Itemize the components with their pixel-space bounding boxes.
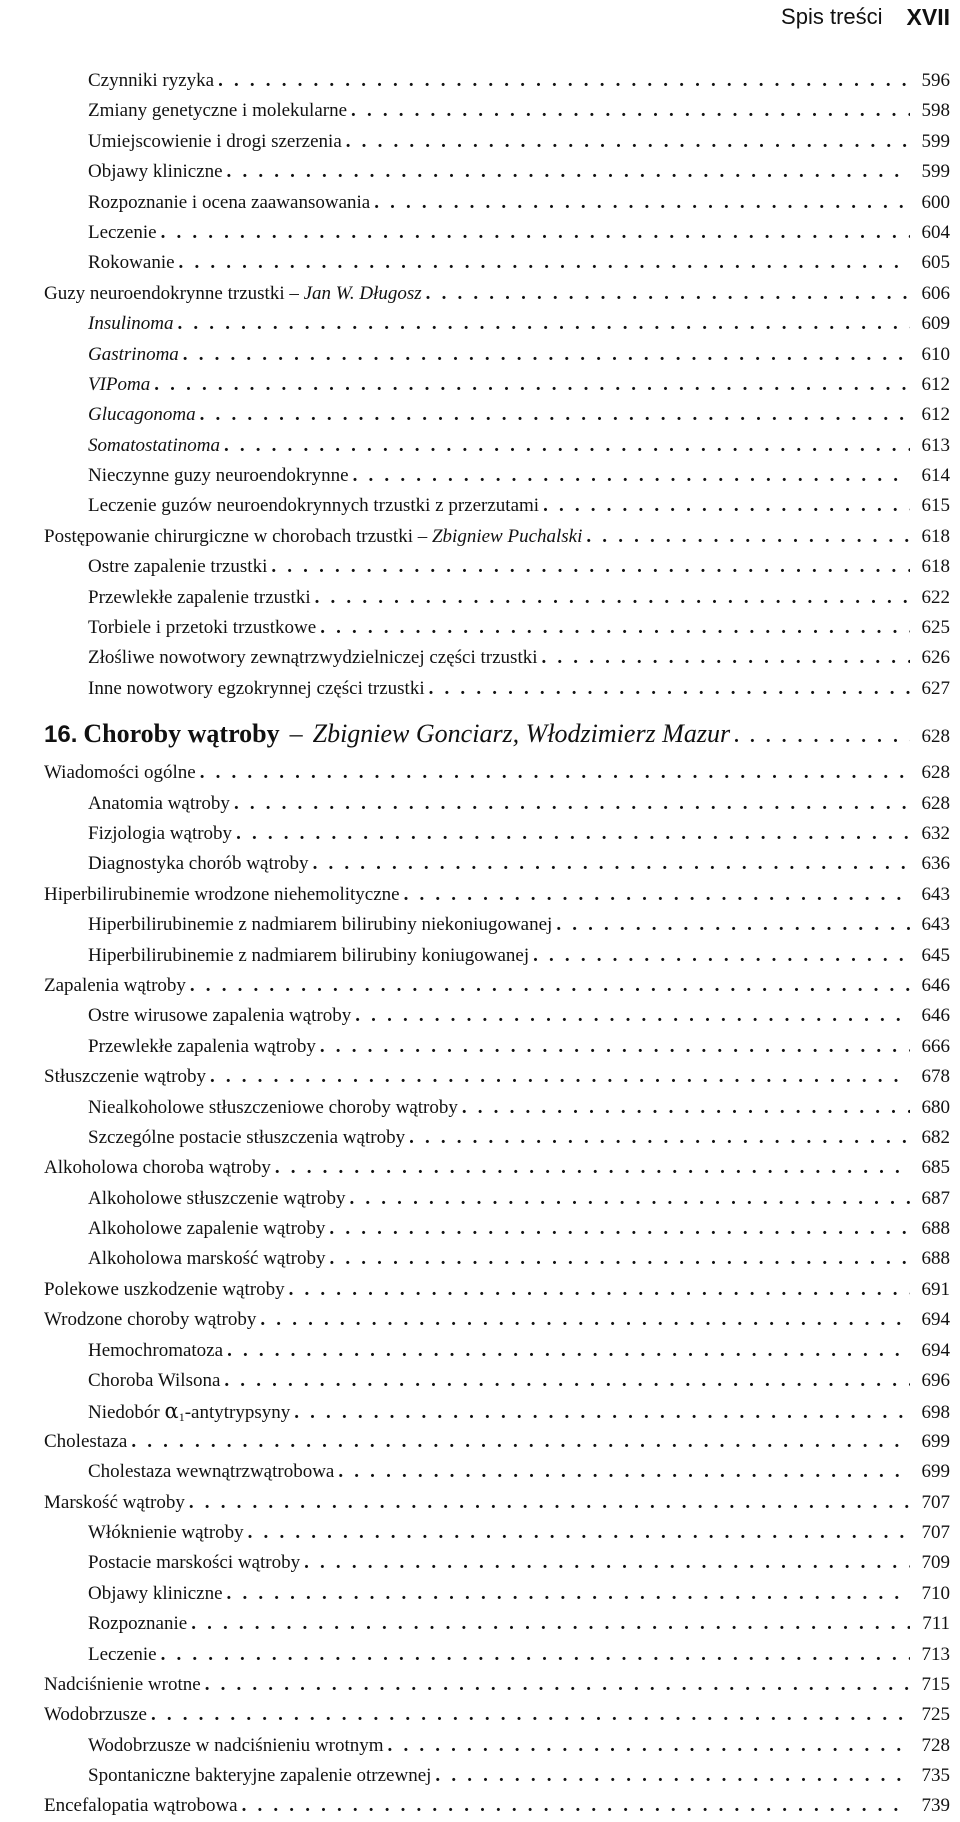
entry-title: Anatomia wątroby	[88, 792, 230, 814]
entry-title: Nadciśnienie wrotne	[44, 1673, 201, 1695]
chapter-authors: Zbigniew Gonciarz, Włodzimierz Mazur	[312, 719, 731, 749]
entry-title: Leczenie	[88, 221, 157, 243]
entry-title: Marskość wątroby	[44, 1491, 185, 1513]
entry-title	[44, 279, 422, 309]
dot-leader	[191, 1609, 910, 1639]
toc-entry[interactable]	[44, 643, 950, 673]
entry-page-number: 610	[921, 343, 950, 365]
toc-entry[interactable]	[44, 1761, 950, 1791]
entry-title: Niealkoholowe stłuszczeniowe choroby wątroby	[88, 1096, 458, 1118]
entry-title: Złośliwe nowotwory zewnątrzwydzielniczej części trzustki	[88, 647, 538, 669]
toc-entry[interactable]	[44, 971, 950, 1001]
entry-title: Stłuszczenie wątroby	[44, 1066, 206, 1088]
entry-title: Inne nowotwory egzokrynnej części trzustki	[88, 677, 425, 699]
toc-entry[interactable]	[44, 1579, 950, 1609]
entry-title: Spontaniczne bakteryjne zapalenie otrzewnej	[88, 1765, 432, 1787]
entry-title: Hemochromatoza	[88, 1339, 224, 1361]
dot-leader	[409, 1123, 910, 1153]
toc-entry[interactable]	[44, 1336, 950, 1366]
entry-author: Jan W. Długosz	[303, 282, 422, 304]
chapter-separator: –	[289, 719, 303, 749]
dot-leader	[533, 941, 910, 971]
toc-entry[interactable]	[44, 157, 950, 187]
toc-entry[interactable]	[44, 1670, 950, 1700]
entry-title: Diagnostyka chorób wątroby	[88, 853, 309, 875]
chapter-title: Choroby wątroby	[83, 719, 280, 749]
dot-leader	[543, 491, 910, 521]
toc-entry[interactable]	[44, 1731, 950, 1761]
entry-title: Umiejscowienie i drogi szerzenia	[88, 130, 342, 152]
dot-leader	[346, 127, 910, 157]
entry-title: Insulinoma	[88, 313, 174, 335]
dot-leader	[151, 1700, 910, 1730]
entry-page-number: 688	[921, 1248, 950, 1270]
entry-page-number: 612	[921, 404, 950, 426]
entry-title: Leczenie guzów neuroendokrynnych trzustki z przerzutami	[88, 495, 540, 517]
entry-page-number: 715	[921, 1673, 950, 1695]
toc-entry[interactable]	[44, 1427, 950, 1457]
entry-page-number: 691	[921, 1278, 950, 1300]
entry-title: Fizjologia wątroby	[88, 822, 233, 844]
dot-leader	[210, 1062, 910, 1092]
entry-page-number: 628	[921, 762, 950, 784]
entry-page-number: 600	[921, 191, 950, 213]
entry-page-number: 694	[921, 1309, 950, 1331]
entry-page-number: 618	[921, 525, 950, 547]
entry-page-number: 605	[921, 252, 950, 274]
toc-entry[interactable]	[44, 1488, 950, 1518]
dot-leader	[161, 218, 910, 248]
entry-page-number: 680	[921, 1096, 950, 1118]
dot-leader	[271, 552, 910, 582]
entry-page-number: 694	[921, 1339, 950, 1361]
entry-title: Przewlekłe zapalenie trzustki	[88, 586, 311, 608]
toc-entry[interactable]	[44, 583, 950, 613]
dot-leader	[205, 1670, 910, 1700]
entry-title: Alkoholowa choroba wątroby	[44, 1157, 271, 1179]
entry-page-number: 678	[921, 1066, 950, 1088]
entry-page-number: 711	[922, 1613, 950, 1635]
entry-title: Włóknienie wątroby	[88, 1521, 244, 1543]
entry-title: Torbiele i przetoki trzustkowe	[88, 617, 317, 639]
dot-leader	[154, 370, 910, 400]
toc-entry[interactable]	[44, 1093, 950, 1123]
dot-leader	[355, 1001, 910, 1031]
toc-entry[interactable]	[44, 1305, 950, 1335]
dot-leader	[227, 157, 910, 187]
dot-leader	[734, 717, 910, 757]
entry-title-text: Postępowanie chirurgiczne w chorobach trzustki –	[44, 525, 432, 547]
entry-page-number: 598	[921, 100, 950, 122]
dot-leader	[586, 522, 910, 552]
entry-page-number: 599	[921, 130, 950, 152]
entry-title: Wrodzone choroby wątroby	[44, 1309, 257, 1331]
entry-page-number: 646	[921, 974, 950, 996]
entry-page-number: 632	[921, 822, 950, 844]
entry-title: Alkoholowe zapalenie wątroby	[88, 1218, 326, 1240]
toc-entry[interactable]	[44, 758, 950, 788]
entry-page-number: 614	[921, 465, 950, 487]
toc-entry[interactable]	[44, 1214, 950, 1244]
dot-leader	[304, 1548, 910, 1578]
dot-leader	[338, 1457, 910, 1487]
entry-title: Choroba Wilsona	[88, 1370, 221, 1392]
toc-entry[interactable]	[44, 66, 950, 96]
entry-title: Polekowe uszkodzenie wątroby	[44, 1278, 285, 1300]
toc-entry[interactable]	[44, 370, 950, 400]
entry-page-number: 645	[921, 944, 950, 966]
entry-title: Rozpoznanie i ocena zaawansowania	[88, 191, 371, 213]
toc-entry[interactable]	[44, 1518, 950, 1548]
entry-title: Alkoholowa marskość wątroby	[88, 1248, 326, 1270]
entry-page-number: 615	[921, 495, 950, 517]
entry-title: Rozpoznanie	[88, 1613, 188, 1635]
entry-page-number: 622	[921, 586, 950, 608]
toc-entry[interactable]	[44, 1062, 950, 1092]
dot-leader	[462, 1093, 910, 1123]
entry-page-number: 707	[921, 1491, 950, 1513]
running-header	[781, 0, 950, 34]
table-of-contents	[44, 66, 950, 1822]
entry-page-number: 685	[921, 1157, 950, 1179]
entry-page-number: 707	[921, 1521, 950, 1543]
toc-section-pancreas	[44, 66, 950, 704]
entry-title: Czynniki ryzyka	[88, 70, 215, 91]
entry-title: Glucagonoma	[88, 404, 196, 426]
entry-page-number: 606	[921, 282, 950, 304]
entry-page-number: 612	[921, 373, 950, 395]
entry-page-number: 626	[921, 647, 950, 669]
toc-entry[interactable]	[44, 1548, 950, 1578]
dot-leader	[242, 1791, 910, 1821]
toc-entry[interactable]	[44, 340, 950, 370]
toc-entry[interactable]	[44, 1396, 950, 1426]
toc-section-liver	[44, 758, 950, 1822]
entry-page-number: 666	[921, 1035, 950, 1057]
entry-author: Zbigniew Puchalski	[431, 525, 583, 547]
entry-title: Gastrinoma	[88, 343, 179, 365]
dot-leader	[435, 1761, 910, 1791]
entry-title: Postacie marskości wątroby	[88, 1552, 301, 1574]
entry-title: Wodobrzusze	[44, 1704, 147, 1726]
entry-page-number: 625	[921, 617, 950, 639]
dot-leader	[236, 819, 910, 849]
entry-title: Somatostatinoma	[88, 434, 220, 456]
toc-entry[interactable]	[44, 1123, 950, 1153]
dot-leader	[275, 1153, 910, 1183]
entry-title-text: Guzy neuroendokrynne trzustki –	[44, 282, 304, 304]
entry-title: Alkoholowe stłuszczenie wątroby	[88, 1187, 346, 1209]
dot-leader	[248, 1518, 910, 1548]
entry-page-number: 596	[921, 70, 950, 91]
entry-page-number: 609	[921, 313, 950, 335]
entry-title: Zmiany genetyczne i molekularne	[88, 100, 348, 122]
dot-leader	[313, 849, 910, 879]
toc-entry[interactable]	[44, 880, 950, 910]
entry-page-number: 613	[921, 434, 950, 456]
entry-title: Rokowanie	[88, 252, 175, 274]
entry-page-number: 699	[921, 1461, 950, 1483]
toc-entry[interactable]	[44, 248, 950, 278]
toc-entry[interactable]	[44, 1153, 950, 1183]
chapter-heading[interactable]	[44, 714, 950, 754]
dot-leader	[227, 1579, 910, 1609]
dot-leader	[351, 96, 910, 126]
toc-entry[interactable]	[44, 789, 950, 819]
toc-entry[interactable]	[44, 491, 950, 521]
dot-leader	[178, 309, 911, 339]
dot-leader	[542, 643, 911, 673]
toc-entry[interactable]	[44, 1275, 950, 1305]
toc-entry[interactable]	[44, 188, 950, 218]
dot-leader	[556, 910, 910, 940]
entry-page-number: 713	[921, 1643, 950, 1665]
dot-leader	[404, 880, 910, 910]
entry-page-number: 627	[921, 677, 950, 699]
toc-entry[interactable]	[44, 279, 950, 309]
toc-entry[interactable]	[44, 1700, 950, 1730]
dot-leader	[200, 400, 910, 430]
entry-page-number: 646	[921, 1005, 950, 1027]
entry-page-number: 739	[921, 1795, 950, 1817]
toc-entry[interactable]	[44, 1366, 950, 1396]
entry-page-number: 688	[921, 1218, 950, 1240]
chapter-page-number: 628	[921, 726, 950, 748]
entry-title: Zapalenia wątroby	[44, 974, 186, 996]
entry-title: Hiperbilirubinemie wrodzone niehemolityczne	[44, 883, 400, 905]
entry-title: Wodobrzusze w nadciśnieniu wrotnym	[88, 1734, 384, 1756]
dot-leader	[429, 674, 910, 704]
toc-entry[interactable]	[44, 1032, 950, 1062]
header-page-number: XVII	[906, 3, 950, 30]
dot-leader	[218, 66, 910, 96]
entry-title: Przewlekłe zapalenia wątroby	[88, 1035, 316, 1057]
dot-leader	[189, 1488, 910, 1518]
dot-leader	[200, 758, 910, 788]
dot-leader	[294, 1398, 910, 1428]
alpha-symbol: α	[164, 1399, 179, 1424]
entry-title	[44, 522, 582, 552]
dot-leader	[349, 1184, 910, 1214]
entry-page-number: 698	[921, 1402, 950, 1424]
entry-page-number: 687	[921, 1187, 950, 1209]
dot-leader	[227, 1336, 910, 1366]
entry-title: Objawy kliniczne	[88, 161, 223, 183]
toc-entry[interactable]	[44, 522, 950, 552]
entry-title: Cholestaza wewnątrzwątrobowa	[88, 1461, 335, 1483]
header-section-title: Spis treści	[781, 4, 883, 29]
toc-entry[interactable]	[44, 674, 950, 704]
entry-page-number: 599	[921, 161, 950, 183]
entry-title: Nieczynne guzy neuroendokrynne	[88, 465, 349, 487]
dot-leader	[131, 1427, 910, 1457]
toc-entry[interactable]	[44, 1184, 950, 1214]
dot-leader	[260, 1305, 910, 1335]
toc-entry[interactable]	[44, 309, 950, 339]
entry-title: Cholestaza	[44, 1430, 128, 1452]
toc-entry[interactable]	[44, 400, 950, 430]
toc-entry[interactable]	[44, 218, 950, 248]
dot-leader	[289, 1275, 910, 1305]
entry-title-part: Niedobór	[88, 1402, 165, 1424]
dot-leader	[183, 340, 910, 370]
toc-entry[interactable]	[44, 127, 950, 157]
toc-entry[interactable]	[44, 1457, 950, 1487]
toc-entry[interactable]	[44, 1791, 950, 1821]
entry-page-number: 709	[921, 1552, 950, 1574]
toc-entry[interactable]	[44, 941, 950, 971]
entry-page-number: 696	[921, 1370, 950, 1392]
entry-title: Szczególne postacie stłuszczenia wątroby	[88, 1126, 406, 1148]
entry-page-number: 628	[921, 792, 950, 814]
toc-entry[interactable]	[44, 1640, 950, 1670]
dot-leader	[224, 1366, 910, 1396]
dot-leader	[320, 1032, 910, 1062]
entry-page-number: 618	[921, 556, 950, 578]
entry-title: Hiperbilirubinemie z nadmiarem bilirubiny koniugowanej	[88, 944, 530, 966]
entry-title: Leczenie	[88, 1643, 157, 1665]
toc-entry[interactable]	[44, 1609, 950, 1639]
entry-title: Objawy kliniczne	[88, 1582, 223, 1604]
dot-leader	[374, 188, 910, 218]
entry-title: Ostre zapalenie trzustki	[88, 556, 268, 578]
toc-entry[interactable]	[44, 1244, 950, 1274]
toc-entry[interactable]	[44, 461, 950, 491]
entry-page-number: 728	[921, 1734, 950, 1756]
toc-entry[interactable]	[44, 819, 950, 849]
entry-page-number: 643	[921, 883, 950, 905]
entry-title-part: -antytrypsyny	[184, 1402, 291, 1424]
dot-leader	[329, 1214, 910, 1244]
toc-entry[interactable]	[44, 910, 950, 940]
toc-entry[interactable]	[44, 613, 950, 643]
entry-title: Hiperbilirubinemie z nadmiarem bilirubiny niekoniugowanej	[88, 914, 553, 936]
toc-entry[interactable]	[44, 552, 950, 582]
entry-page-number: 682	[921, 1126, 950, 1148]
chapter-number: 16.	[44, 721, 78, 749]
subscript: 1	[178, 1410, 185, 1425]
entry-title: VIPoma	[88, 373, 151, 395]
dot-leader	[320, 613, 910, 643]
toc-entry[interactable]	[44, 96, 950, 126]
entry-page-number: 643	[921, 914, 950, 936]
toc-entry[interactable]	[44, 431, 950, 461]
entry-page-number: 725	[921, 1704, 950, 1726]
entry-page-number: 604	[921, 221, 950, 243]
dot-leader	[388, 1731, 910, 1761]
dot-leader	[234, 789, 910, 819]
entry-page-number: 710	[921, 1582, 950, 1604]
dot-leader	[426, 279, 910, 309]
toc-entry[interactable]	[44, 1001, 950, 1031]
entry-title: Wiadomości ogólne	[44, 762, 196, 784]
dot-leader	[353, 461, 910, 491]
entry-page-number: 636	[921, 853, 950, 875]
dot-leader	[179, 248, 910, 278]
entry-title: Encefalopatia wątrobowa	[44, 1795, 238, 1817]
dot-leader	[224, 431, 910, 461]
entry-page-number: 735	[921, 1765, 950, 1787]
dot-leader	[161, 1640, 910, 1670]
entry-title: Ostre wirusowe zapalenia wątroby	[88, 1005, 352, 1027]
dot-leader	[329, 1244, 910, 1274]
dot-leader	[190, 971, 910, 1001]
toc-entry[interactable]	[44, 849, 950, 879]
dot-leader	[315, 583, 910, 613]
entry-page-number: 699	[921, 1430, 950, 1452]
